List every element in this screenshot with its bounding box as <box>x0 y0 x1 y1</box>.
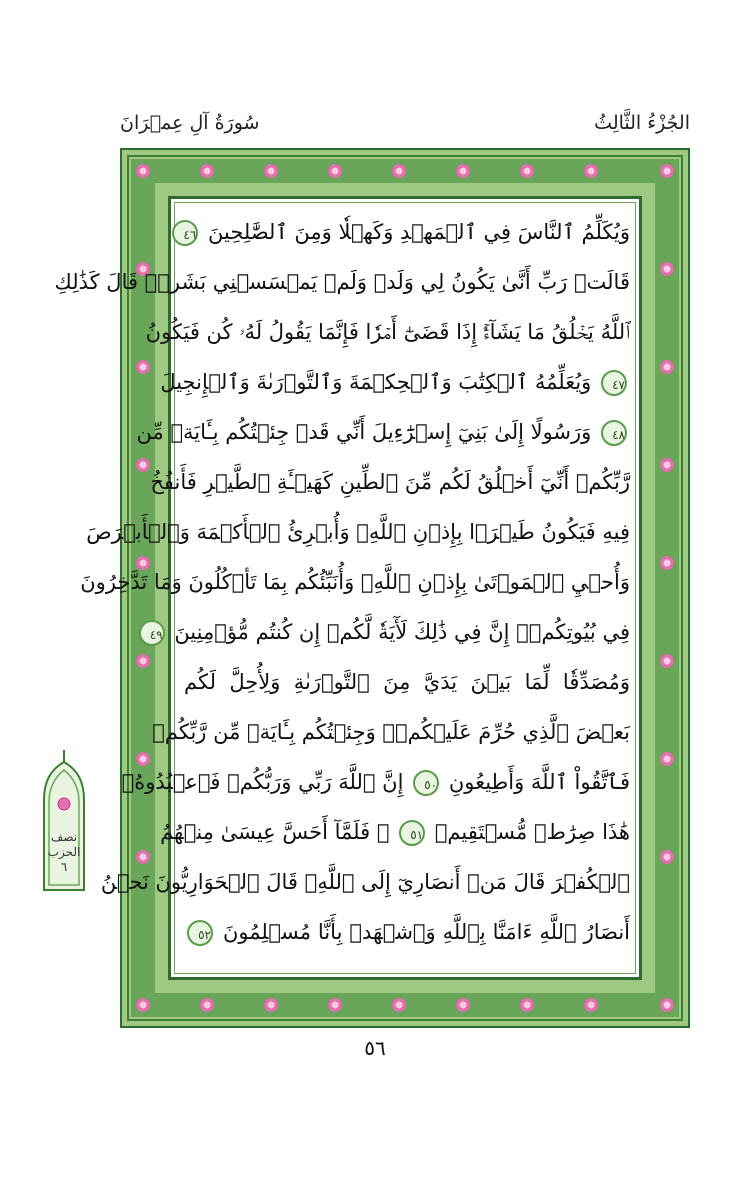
juz-name: الجُزْءُ الثَّالِثُ <box>594 112 690 134</box>
text-line: ٤٧ وَيُعَلِّمُهُ ٱلۡكِتَٰبَ وَٱلۡحِكۡمَةَ وَٱلتَّوۡرَىٰةَ وَٱلۡإِنجِيلَ <box>160 370 625 394</box>
rose-ornament-icon <box>660 998 674 1012</box>
text-line: ٱللَّهُ يَخۡلُقُ مَا يَشَآءُۚ إِذَا قَضَىٰٓ أَمۡرٗا فَإِنَّمَا يَقُولُ لَهُۥ كُن فَيَكُونُ <box>145 320 630 344</box>
rose-ornament-icon <box>660 850 674 864</box>
text-line: وَمُصَدِّقٗا لِّمَا بَيۡنَ يَدَيَّ مِنَ ٱلتَّوۡرَىٰةِ وَلِأُحِلَّ لَكُم <box>184 670 630 694</box>
rose-ornament-icon <box>136 360 150 374</box>
rose-ornament-icon <box>520 998 534 1012</box>
rose-ornament-icon <box>392 998 406 1012</box>
text-line: فِي بُيُوتِكُمۡۚ إِنَّ فِي ذَٰلِكَ لَأٓيَةٗ لَّكُمۡ إِن كُنتُم مُّؤۡمِنِينَ ٤٩ <box>184 612 630 652</box>
rose-ornament-icon <box>264 998 278 1012</box>
ayah-number: ٥٠ <box>413 770 439 796</box>
page-header <box>120 112 690 142</box>
rose-ornament-icon <box>328 998 342 1012</box>
ayah-number: ٤٧ <box>601 370 627 396</box>
page-number: ٥٦ <box>364 1036 386 1060</box>
rose-ornament-icon <box>520 164 534 178</box>
hizb-label: نصف الحزب ٦ <box>47 830 81 874</box>
text-line: وَيُكَلِّمُ ٱلنَّاسَ فِي ٱلۡمَهۡدِ وَكَهۡلٗا وَمِنَ ٱلصَّٰلِحِينَ ٤٦ <box>184 212 630 252</box>
text-line: رَّبِّكُمۡ أَنِّيٓ أَخۡلُقُ لَكُم مِّنَ ٱلطِّينِ كَهَيۡـَٔةِ ٱلطَّيۡرِ فَأَنفُخُ <box>150 470 630 494</box>
rose-ornament-icon <box>264 164 278 178</box>
rose-ornament-icon <box>660 752 674 766</box>
rose-ornament-icon <box>136 998 150 1012</box>
ayah-number: ٥٢ <box>187 920 213 946</box>
rose-ornament-icon <box>328 164 342 178</box>
text-line: قَالَتۡ رَبِّ أَنَّىٰ يَكُونُ لِي وَلَدٞ وَلَمۡ يَمۡسَسۡنِي بَشَرٞۖ قَالَ كَذَٰلِكِ <box>54 270 630 294</box>
text-line: هَٰذَا صِرَٰطٞ مُّسۡتَقِيمٞ ٥١ ۞ فَلَمَّآ أَحَسَّ عِيسَىٰ مِنۡهُمُ <box>160 820 630 844</box>
rose-ornament-icon <box>136 164 150 178</box>
text-line: ٤٨ وَرَسُولًا إِلَىٰ بَنِيٓ إِسۡرَٰٓءِيلَ أَنِّي قَدۡ جِئۡتُكُم بِـَٔايَةٖ مِّن <box>136 420 625 444</box>
rose-ornament-icon <box>584 998 598 1012</box>
rose-ornament-icon <box>456 998 470 1012</box>
rose-ornament-icon <box>660 262 674 276</box>
ayah-number: ٤٨ <box>601 420 627 446</box>
hizb-marker <box>40 748 88 892</box>
rose-ornament-icon <box>136 458 150 472</box>
text-line: أَنصَارُ ٱللَّهِ ءَامَنَّا بِٱللَّهِ وَٱشۡهَدۡ بِأَنَّا مُسۡلِمُونَ ٥٢ <box>184 912 630 952</box>
ayah-number: ٥١ <box>399 820 425 846</box>
rose-ornament-icon <box>200 998 214 1012</box>
rose-ornament-icon <box>660 654 674 668</box>
text-line: فِيهِ فَيَكُونُ طَيۡرَۢا بِإِذۡنِ ٱللَّهِۖ وَأُبۡرِئُ ٱلۡأَكۡمَهَ وَٱلۡأَبۡرَصَ <box>86 520 630 544</box>
rose-ornament-icon <box>584 164 598 178</box>
rose-ornament-icon <box>660 556 674 570</box>
rose-ornament-icon <box>660 360 674 374</box>
rose-ornament-icon <box>200 164 214 178</box>
rose-ornament-icon <box>392 164 406 178</box>
text-line: وَأُحۡيِ ٱلۡمَوۡتَىٰ بِإِذۡنِ ٱللَّهِۖ وَأُنَبِّئُكُم بِمَا تَأۡكُلُونَ وَمَا تَدَّخِرُونَ <box>80 570 630 594</box>
surah-name: سُورَةُ آلِ عِمۡرَانَ <box>120 112 260 134</box>
text-line: فَٱتَّقُواْ ٱللَّهَ وَأَطِيعُونِ ٥٠ إِنَّ ٱللَّهَ رَبِّي وَرَبُّكُمۡ فَٱعۡبُدُوهُۚ <box>121 770 630 794</box>
text-line: بَعۡضَ ٱلَّذِي حُرِّمَ عَلَيۡكُمۡۚ وَجِئۡتُكُم بِـَٔايَةٖ مِّن رَّبِّكُمۡ <box>152 720 630 744</box>
ayah-number: ٤٦ <box>172 220 198 246</box>
text-line: ٱلۡكُفۡرَ قَالَ مَنۡ أَنصَارِيٓ إِلَى ٱللَّهِۖ قَالَ ٱلۡحَوَارِيُّونَ نَحۡنُ <box>100 870 630 894</box>
rose-ornament-icon <box>456 164 470 178</box>
rose-ornament-icon <box>660 458 674 472</box>
rose-ornament-icon <box>660 164 674 178</box>
rose-ornament-icon <box>136 654 150 668</box>
ayah-number: ٤٩ <box>139 620 165 646</box>
